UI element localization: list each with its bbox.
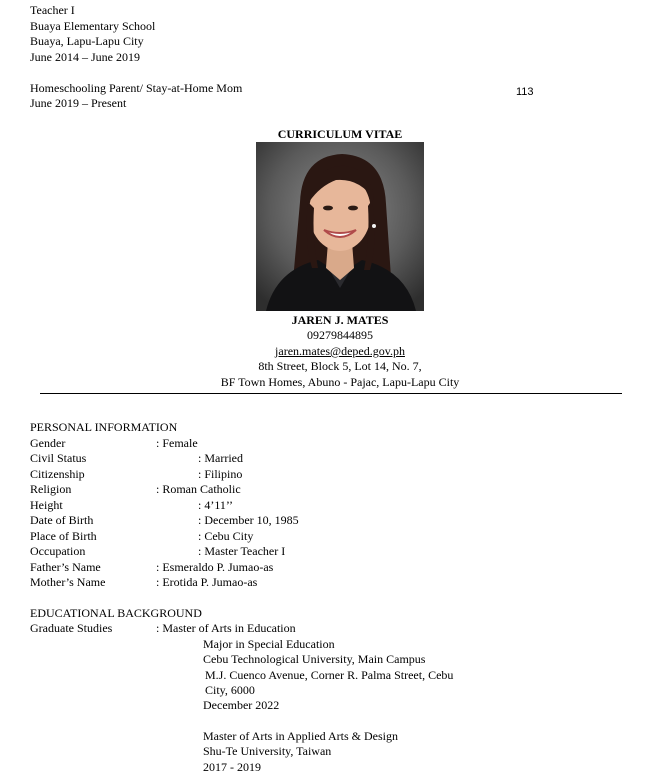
value-citizenship: : Filipino — [198, 467, 243, 481]
phone-number: 09279844895 — [307, 328, 373, 342]
work-dates-2: June 2019 – Present — [30, 96, 127, 110]
degree-1-date: December 2022 — [203, 698, 280, 712]
value-mothers-name: : Erotida P. Jumao-as — [156, 575, 258, 589]
value-fathers-name: : Esmeraldo P. Jumao-as — [156, 560, 274, 574]
label-mothers-name: Mother’s Name — [30, 575, 106, 589]
work-location: Buaya, Lapu-Lapu City — [30, 34, 144, 48]
label-occupation: Occupation — [30, 544, 86, 558]
label-fathers-name: Father’s Name — [30, 560, 101, 574]
label-place-of-birth: Place of Birth — [30, 529, 97, 543]
degree-2-school: Shu-Te University, Taiwan — [203, 744, 332, 758]
address-line-2: BF Town Homes, Abuno - Pajac, Lapu-Lapu City — [220, 375, 460, 389]
work-title: Teacher I — [30, 3, 75, 17]
value-gender: : Female — [156, 436, 198, 450]
degree-1-major: Major in Special Education — [203, 637, 335, 651]
personal-heading: PERSONAL INFORMATION — [30, 420, 178, 434]
degree-1-address-1: M.J. Cuenco Avenue, Corner R. Palma Street, Cebu — [205, 668, 454, 682]
education-heading: EDUCATIONAL BACKGROUND — [30, 606, 202, 620]
degree-1: : Master of Arts in Education — [156, 621, 296, 635]
work-dates: June 2014 – June 2019 — [30, 50, 140, 64]
value-date-of-birth: : December 10, 1985 — [198, 513, 299, 527]
label-graduate-studies: Graduate Studies — [30, 621, 113, 635]
work-title-2: Homeschooling Parent/ Stay-at-Home Mom — [30, 81, 243, 95]
degree-2: Master of Arts in Applied Arts & Design — [203, 729, 398, 743]
email-line — [0, 344, 660, 359]
page-number: 113 — [516, 86, 534, 98]
label-citizenship: Citizenship — [30, 467, 85, 481]
label-gender: Gender — [30, 436, 66, 450]
label-date-of-birth: Date of Birth — [30, 513, 94, 527]
label-religion: Religion — [30, 482, 72, 496]
label-height: Height — [30, 498, 63, 512]
label-civil-status: Civil Status — [30, 451, 87, 465]
value-occupation: : Master Teacher I — [198, 544, 286, 558]
email-link[interactable]: jaren.mates@deped.gov.ph — [275, 344, 405, 358]
profile-photo — [256, 142, 424, 311]
value-civil-status: : Married — [198, 451, 243, 465]
degree-1-address-2: City, 6000 — [205, 683, 255, 697]
cv-heading: CURRICULUM VITAE — [277, 127, 403, 141]
address-line-1: 8th Street, Block 5, Lot 14, No. 7, — [258, 359, 422, 373]
value-height: : 4’11’’ — [198, 498, 233, 512]
degree-1-school: Cebu Technological University, Main Campus — [203, 652, 426, 666]
divider — [40, 393, 622, 394]
degree-2-date: 2017 - 2019 — [203, 760, 261, 774]
person-name: JAREN J. MATES — [291, 313, 389, 327]
work-school: Buaya Elementary School — [30, 19, 156, 33]
value-religion: : Roman Catholic — [156, 482, 241, 496]
value-place-of-birth: : Cebu City — [198, 529, 254, 543]
